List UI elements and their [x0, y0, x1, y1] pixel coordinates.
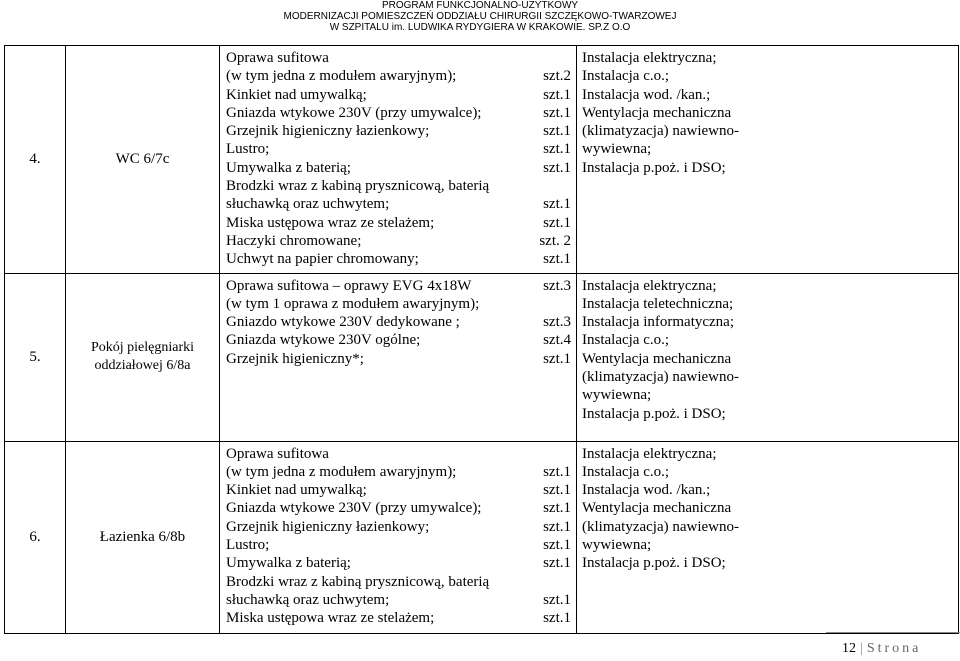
- header-line-1: PROGRAM FUNKCJONALNO-UŻYTKOWY: [381, 0, 579, 11]
- equipment-item: [226, 122, 571, 140]
- equipment-item: [226, 214, 571, 232]
- installation-item: Instalacja wod. /kan.;: [582, 482, 711, 499]
- equipment-item-qty: szt.1: [543, 104, 571, 121]
- equipment-item-qty: szt.3: [543, 314, 571, 331]
- equipment-item-qty: szt.1: [543, 518, 571, 535]
- equipment-item: [226, 67, 571, 85]
- equipment-item-name: (w tym jedna z modułem awaryjnym);: [226, 68, 457, 85]
- equipment-item: [226, 49, 571, 67]
- equipment-item-name: Kinkiet nad umywalką;: [226, 482, 367, 499]
- equipment-item: [226, 591, 571, 609]
- equipment-item-name: Miska ustępowa wraz ze stelażem;: [226, 610, 435, 627]
- row-number: 4.: [5, 46, 66, 274]
- installation-item: Instalacja c.o.;: [582, 463, 670, 480]
- installation-item: Instalacja teletechniczna;: [582, 295, 734, 312]
- equipment-item: [226, 159, 571, 177]
- installation-item: (klimatyzacja) nawiewno-: [582, 369, 740, 386]
- table-row: [5, 273, 959, 441]
- installation-item: Wentylacja mechaniczna: [582, 500, 732, 517]
- header-line-2: MODERNIZACJI POMIESZCZEŃ ODDZIAŁU CHIRURGII SZCZĘKOWO-TWARZOWEJ: [283, 11, 677, 22]
- equipment-item: [226, 609, 571, 627]
- installation-item: (klimatyzacja) nawiewno-: [582, 123, 740, 140]
- equipment-item-qty: [535, 445, 571, 463]
- equipment-item-qty: szt.4: [543, 332, 571, 349]
- equipment-item-qty: szt.3: [543, 277, 571, 294]
- equipment-item-name: Miska ustępowa wraz ze stelażem;: [226, 214, 435, 231]
- equipment-item-name: (w tym 1 oprawa z modułem awaryjnym);: [226, 295, 480, 312]
- equipment-item: [226, 195, 571, 213]
- installations-list: [577, 273, 959, 441]
- equipment-item-qty: szt.1: [543, 463, 571, 480]
- equipment-item: [226, 499, 571, 517]
- equipment-item: [226, 481, 571, 499]
- equipment-item: [226, 277, 571, 295]
- equipment-item-qty: szt.1: [543, 350, 571, 367]
- equipment-item: [226, 232, 571, 250]
- installation-item: Instalacja informatyczna;: [582, 314, 735, 331]
- equipment-item-qty: [535, 49, 571, 67]
- page-number: 12: [842, 641, 856, 656]
- document-header: [0, 0, 960, 33]
- equipment-item: [226, 463, 571, 481]
- installation-item: wywiewna;: [582, 141, 652, 158]
- room-name-line: oddziałowej 6/8a: [94, 358, 191, 374]
- installation-item: Instalacja p.poż. i DSO;: [582, 159, 726, 176]
- equipment-item: [226, 536, 571, 554]
- equipment-item-name: Grzejnik higieniczny łazienkowy;: [226, 123, 430, 140]
- equipment-item-qty: szt.1: [543, 500, 571, 517]
- room-name: [66, 273, 220, 441]
- footer-separator: |: [860, 641, 863, 656]
- equipment-item-name: Oprawa sufitowa: [226, 50, 329, 66]
- installation-item: Instalacja elektryczna;: [582, 445, 717, 462]
- equipment-item-qty: szt.1: [543, 537, 571, 554]
- equipment-item-name: Haczyki chromowane;: [226, 232, 362, 249]
- installation-item: wywiewna;: [582, 387, 652, 404]
- equipment-item-qty: szt.1: [543, 141, 571, 158]
- installations-list: [577, 441, 959, 633]
- equipment-item-name: Oprawa sufitowa – oprawy EVG 4x18W: [226, 277, 472, 294]
- equipment-item-name: Gniazda wtykowe 230V (przy umywalce);: [226, 104, 482, 121]
- equipment-item-qty: szt.1: [543, 610, 571, 627]
- installation-item: Wentylacja mechaniczna: [582, 350, 732, 367]
- equipment-item: [226, 350, 571, 368]
- header-line-3: W SZPITALU im. LUDWIKA RYDYGIERA W KRAKOWIE. SP.Z O.O: [329, 22, 631, 33]
- equipment-item-name: Lustro;: [226, 141, 270, 158]
- equipment-list: [220, 46, 577, 274]
- equipment-item-qty: szt.1: [543, 123, 571, 140]
- equipment-item: [226, 554, 571, 572]
- installation-item: Instalacja elektryczna;: [582, 50, 717, 66]
- equipment-item-name: Umywalka z baterią;: [226, 159, 351, 176]
- row-number: 6.: [5, 441, 66, 633]
- equipment-item-name: Lustro;: [226, 537, 270, 554]
- equipment-item-name: Uchwyt na papier chromowany;: [226, 251, 419, 268]
- page-footer: [826, 632, 960, 657]
- equipment-item-name: słuchawką oraz uchwytem;: [226, 591, 390, 608]
- equipment-item-qty: szt.1: [543, 86, 571, 103]
- installation-item: wywiewna;: [582, 537, 652, 554]
- equipment-item: [226, 177, 571, 195]
- equipment-list: [220, 273, 577, 441]
- installations-list: [577, 46, 959, 274]
- equipment-item-name: Grzejnik higieniczny*;: [226, 350, 364, 367]
- installation-item: Instalacja elektryczna;: [582, 277, 717, 294]
- equipment-item-qty: szt.1: [543, 159, 571, 176]
- equipment-item-qty: [535, 177, 571, 195]
- installation-item: (klimatyzacja) nawiewno-: [582, 518, 740, 535]
- equipment-item-name: Gniazda wtykowe 230V ogólne;: [226, 332, 421, 349]
- equipment-item-name: Oprawa sufitowa: [226, 445, 329, 462]
- equipment-item: [226, 104, 571, 122]
- equipment-item-qty: szt.1: [543, 482, 571, 499]
- equipment-item-qty: szt.1: [543, 196, 571, 213]
- equipment-item-qty: szt.2: [543, 68, 571, 85]
- installation-item: Instalacja p.poż. i DSO;: [582, 405, 726, 422]
- rooms-table: [4, 45, 959, 634]
- equipment-item-qty: szt.1: [543, 591, 571, 608]
- installation-item: Instalacja c.o.;: [582, 68, 670, 85]
- equipment-item-qty: [535, 295, 571, 313]
- table-row: [5, 441, 959, 633]
- room-name-line: Pokój pielęgniarki: [90, 340, 195, 356]
- equipment-item: [226, 250, 571, 268]
- equipment-item-qty: szt.1: [543, 214, 571, 231]
- equipment-item-name: Brodzki wraz z kabiną prysznicową, baterią: [226, 573, 490, 590]
- installation-item: Wentylacja mechaniczna: [582, 104, 732, 121]
- equipment-item: [226, 86, 571, 104]
- equipment-item-name: (w tym jedna z modułem awaryjnym);: [226, 463, 457, 480]
- installation-item: Instalacja p.poż. i DSO;: [582, 555, 726, 572]
- equipment-item: [226, 445, 571, 463]
- equipment-item: [226, 140, 571, 158]
- equipment-item: [226, 295, 571, 313]
- room-name: WC 6/7c: [66, 46, 220, 274]
- equipment-item-qty: [535, 573, 571, 591]
- equipment-item: [226, 331, 571, 349]
- equipment-item: [226, 573, 571, 591]
- equipment-item-name: Brodzki wraz z kabiną prysznicową, baterią: [226, 178, 490, 195]
- table-row: [5, 46, 959, 274]
- installation-item: Instalacja wod. /kan.;: [582, 86, 711, 103]
- equipment-item: [226, 518, 571, 536]
- equipment-list: [220, 441, 577, 633]
- equipment-item-qty: szt.1: [543, 251, 571, 268]
- room-name: Łazienka 6/8b: [66, 441, 220, 633]
- equipment-item-name: Gniazdo wtykowe 230V dedykowane ;: [226, 314, 460, 331]
- equipment-item-name: Umywalka z baterią;: [226, 555, 351, 572]
- installation-item: Instalacja c.o.;: [582, 332, 670, 349]
- equipment-item-name: słuchawką oraz uchwytem;: [226, 196, 390, 213]
- page-label: Strona: [866, 641, 922, 656]
- equipment-item-name: Gniazda wtykowe 230V (przy umywalce);: [226, 500, 482, 517]
- equipment-item-qty: szt. 2: [539, 232, 571, 249]
- equipment-item-qty: szt.1: [543, 555, 571, 572]
- row-number: 5.: [5, 273, 66, 441]
- equipment-item: [226, 313, 571, 331]
- equipment-item-name: Grzejnik higieniczny łazienkowy;: [226, 518, 430, 535]
- equipment-item-name: Kinkiet nad umywalką;: [226, 86, 367, 103]
